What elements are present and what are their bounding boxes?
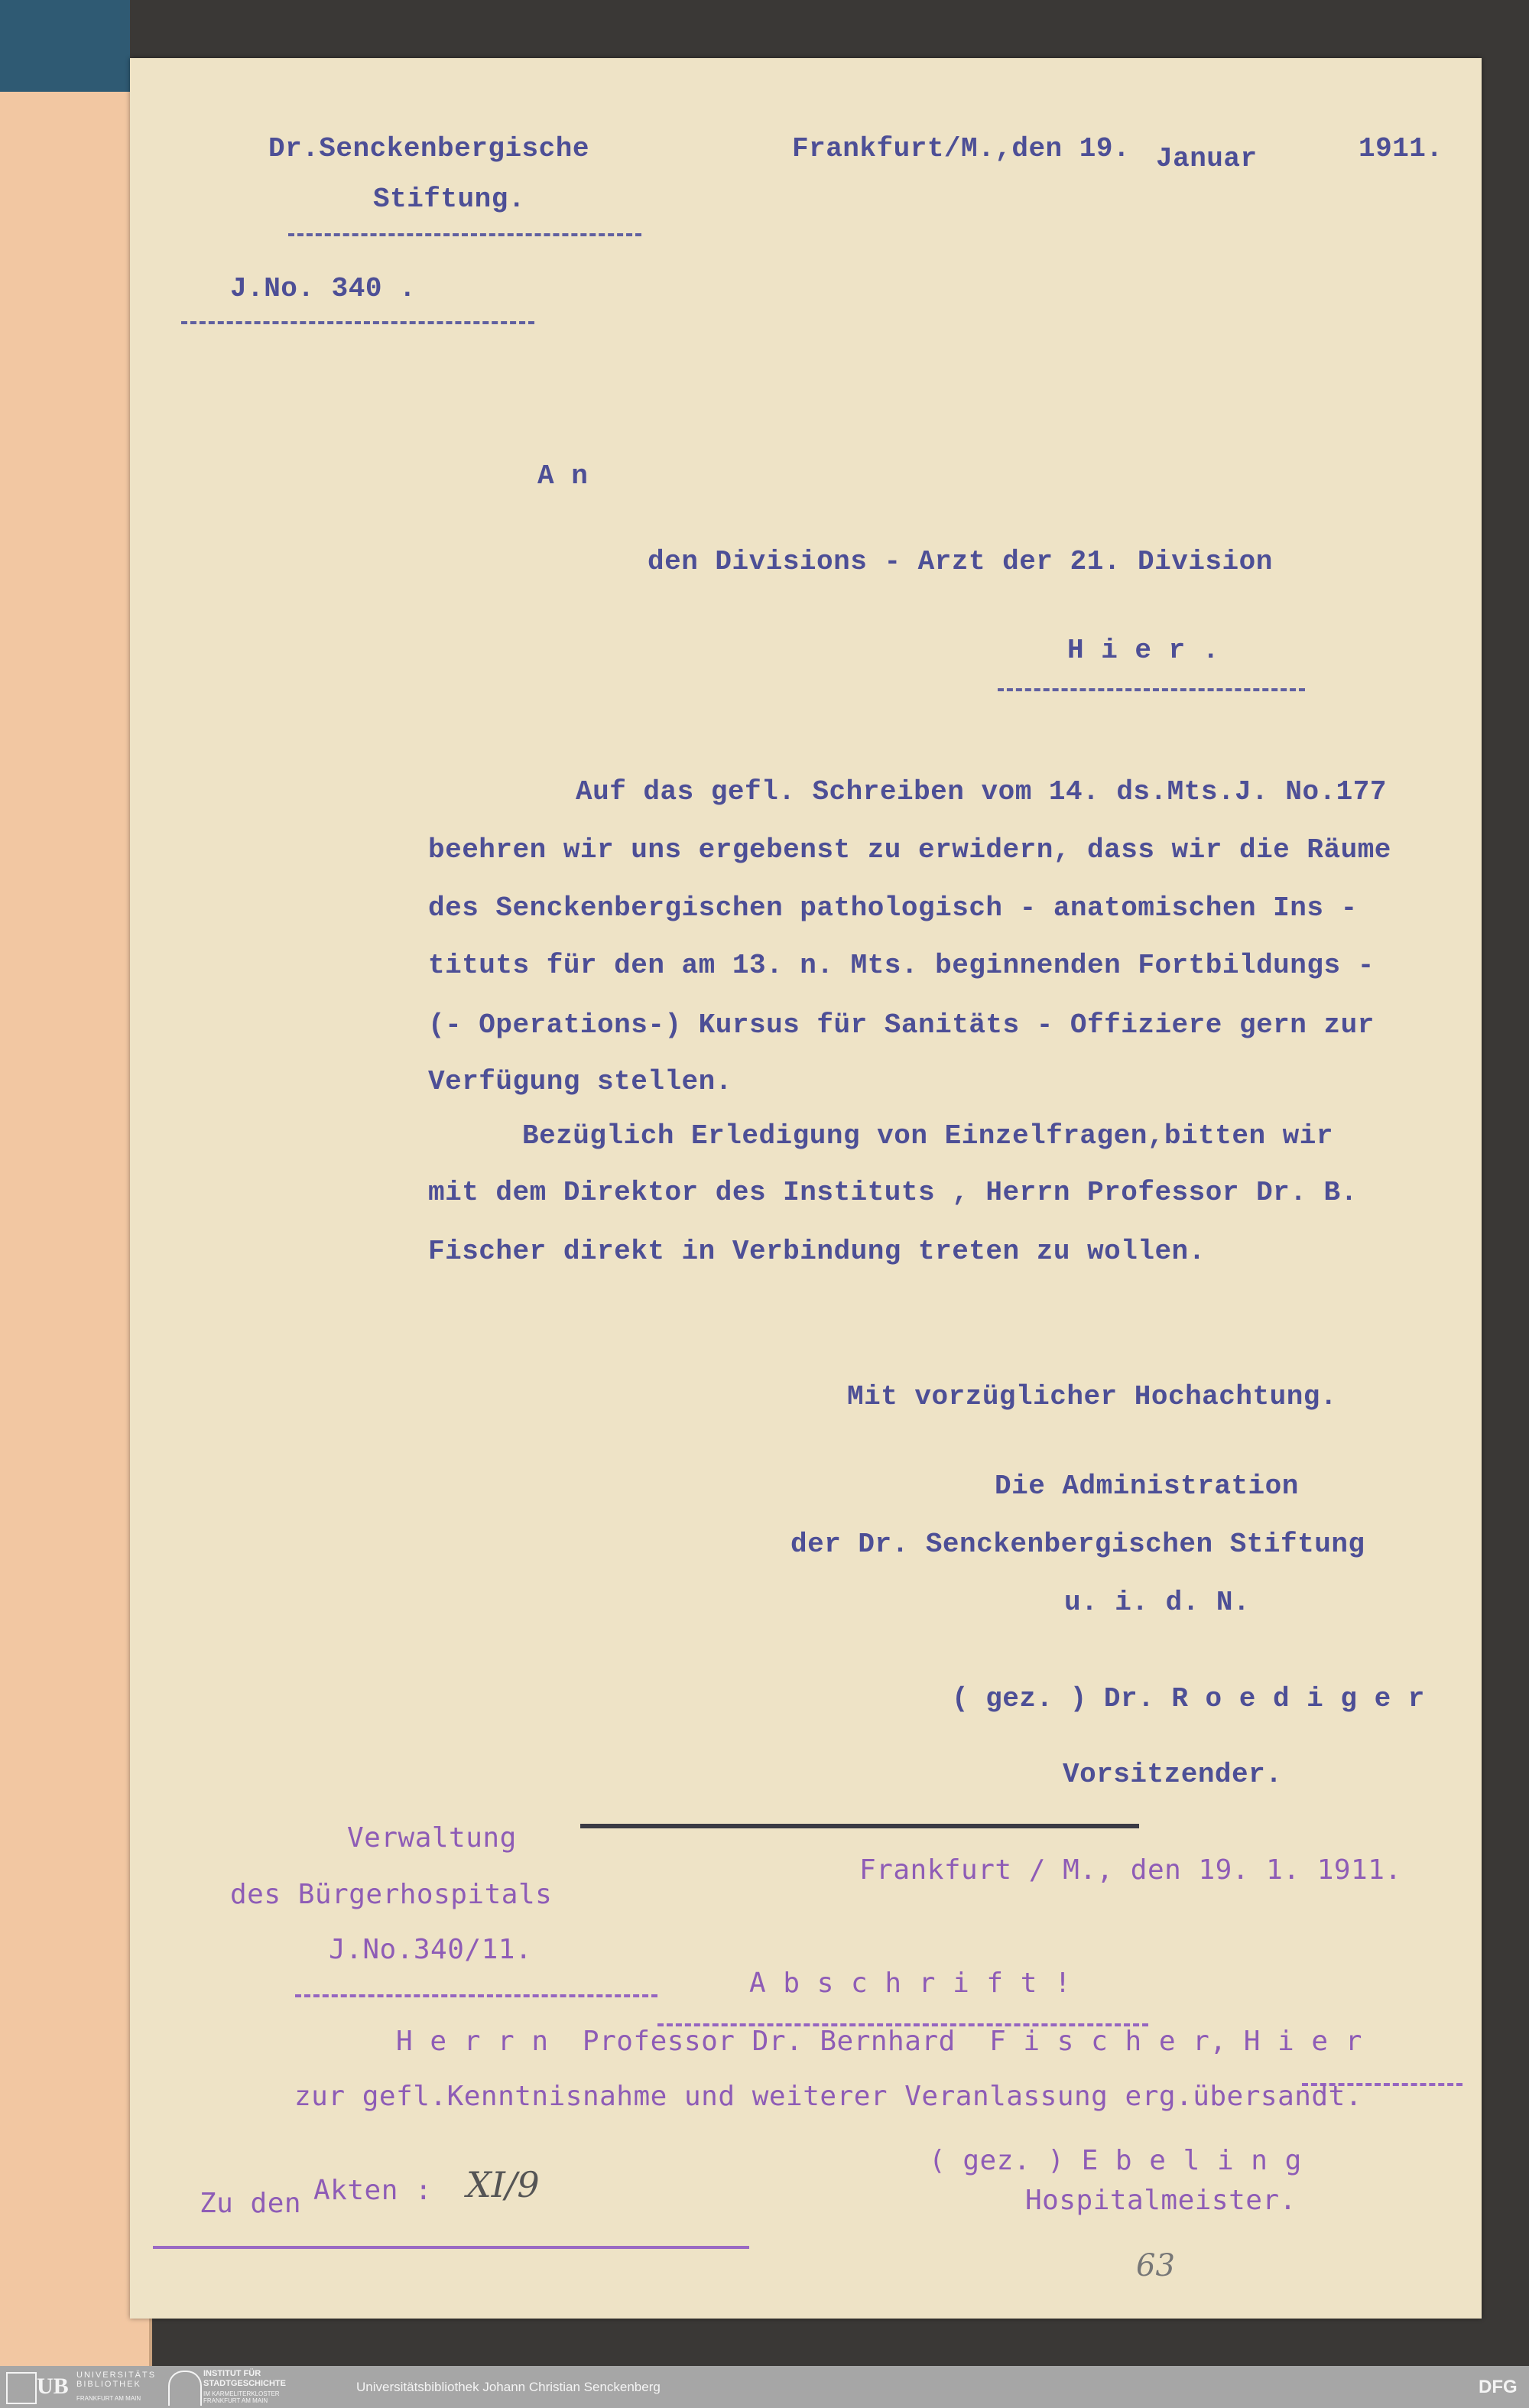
month: Januar bbox=[1156, 143, 1258, 174]
ub-logo-icon bbox=[6, 2372, 37, 2404]
page-number: 63 bbox=[1136, 2248, 1175, 2283]
divider bbox=[288, 233, 641, 236]
copy-title: A b s c h r i f t ! bbox=[749, 1968, 1072, 1999]
divider bbox=[181, 321, 534, 324]
foundation-name: Dr.Senckenbergische bbox=[268, 133, 589, 164]
body-line: mit dem Direktor des Instituts , Herrn Professor Dr. B. bbox=[428, 1177, 1358, 1208]
salutation-an: A n bbox=[537, 460, 589, 492]
footer-bar bbox=[0, 2366, 1529, 2408]
body-line: beehren wir uns ergebenst zu erwidern, dass wir die Räume bbox=[428, 834, 1391, 866]
body-line: des Senckenbergischen pathologisch - anatomischen Ins - bbox=[428, 892, 1358, 924]
body-line: (- Operations-) Kursus für Sanitäts - Offiziere gern zur bbox=[428, 1009, 1375, 1041]
signature: ( gez. ) Dr. R o e d i g e r bbox=[952, 1683, 1425, 1714]
ub-logo: UB bbox=[37, 2374, 69, 2399]
closing-org: u. i. d. N. bbox=[1064, 1587, 1251, 1618]
institut-logo-icon bbox=[168, 2371, 202, 2406]
year: 1911. bbox=[1359, 133, 1443, 164]
copy-journal-number: J.No.340/11. bbox=[329, 1934, 533, 1965]
ub-sub: FRANKFURT AM MAIN bbox=[76, 2395, 141, 2402]
body-line: Fischer direkt in Verbindung treten zu wollen. bbox=[428, 1236, 1206, 1267]
body-line: Verfügung stellen. bbox=[428, 1066, 732, 1097]
body-line: tituts für den am 13. n. Mts. beginnenden Fortbildungs - bbox=[428, 950, 1375, 981]
files-label-2: Akten : bbox=[313, 2175, 433, 2206]
library-name: Universitätsbibliothek Johann Christian Senckenberg bbox=[356, 2380, 661, 2394]
files-label: Zu den bbox=[200, 2188, 302, 2219]
institut-text: INSTITUT FÜR bbox=[203, 2369, 261, 2378]
recipient-hier: H i e r . bbox=[1067, 635, 1219, 666]
copy-text: zur gefl.Kenntnisnahme und weiterer Veranlassung erg.übersandt. bbox=[294, 2081, 1362, 2112]
body-line: Auf das gefl. Schreiben vom 14. ds.Mts.J. No.177 bbox=[576, 776, 1387, 808]
copy-office: Verwaltung bbox=[347, 1822, 517, 1854]
separator-rule bbox=[580, 1824, 1139, 1828]
copy-office-2: des Bürgerhospitals bbox=[230, 1879, 553, 1910]
copy-addressee: H e r r n Professor Dr. Bernhard F i s c h e r, H i e r bbox=[396, 2026, 1362, 2057]
dfg-logo: DFG bbox=[1479, 2377, 1518, 2397]
institut-sub: IM KARMELITERKLOSTER FRANKFURT AM MAIN bbox=[203, 2390, 280, 2404]
divider bbox=[998, 688, 1305, 691]
copy-signature: ( gez. ) E b e l i n g bbox=[929, 2145, 1302, 2176]
body-line: Bezüglich Erledigung von Einzelfragen,bitten wir bbox=[522, 1120, 1333, 1152]
closing-greeting: Mit vorzüglicher Hochachtung. bbox=[847, 1381, 1338, 1412]
institut-text-2: STADTGESCHICHTE bbox=[203, 2379, 286, 2388]
recipient: den Divisions - Arzt der 21. Division bbox=[648, 546, 1273, 577]
signer-role: Vorsitzender. bbox=[1063, 1759, 1283, 1790]
divider bbox=[295, 1994, 657, 1997]
journal-number: J.No. 340 . bbox=[230, 273, 417, 304]
foundation-name-2: Stiftung. bbox=[373, 184, 525, 215]
closing-org: Die Administration bbox=[995, 1470, 1299, 1502]
ub-text: UNIVERSITÄTS BIBLIOTHEK bbox=[76, 2371, 157, 2389]
copy-place-date: Frankfurt / M., den 19. 1. 1911. bbox=[859, 1854, 1402, 1886]
files-reference: XI/9 bbox=[466, 2164, 540, 2205]
copy-signer-role: Hospitalmeister. bbox=[1025, 2185, 1297, 2216]
separator-rule bbox=[153, 2246, 749, 2249]
place-date: Frankfurt/M.,den 19. bbox=[792, 133, 1131, 164]
binding-edge bbox=[0, 0, 130, 92]
closing-org: der Dr. Senckenbergischen Stiftung bbox=[790, 1529, 1365, 1560]
